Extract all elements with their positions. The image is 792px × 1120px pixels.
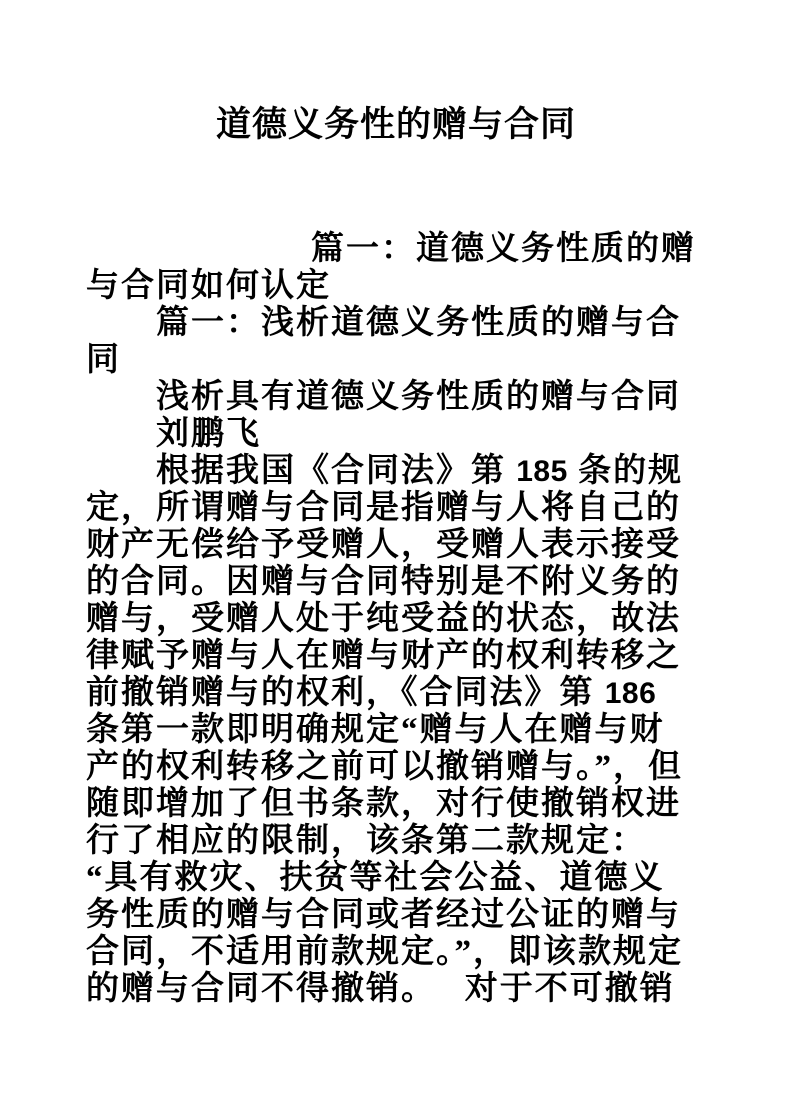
text-line: 与合同如何认定: [86, 268, 331, 304]
text-line: 篇一：道德义务性质的赠: [311, 231, 696, 267]
document-body: [86, 231, 726, 1008]
text-line: 根据我国《合同法》第 185 条的规: [156, 453, 684, 489]
document-title: 道德义务性的赠与合同: [215, 105, 576, 144]
text-line: “具有救灾、扶贫等社会公益、道德义: [86, 860, 665, 896]
statute-number: 186: [604, 677, 657, 710]
text-line: 条第一款即明确规定“赠与人在赠与财: [86, 712, 665, 748]
text-line: 刘鹏飞: [156, 416, 261, 452]
text-line: 产的权利转移之前可以撤销赠与。”，但: [86, 749, 683, 785]
text-line: 行了相应的限制，该条第二款规定：: [86, 823, 646, 859]
text-line: 律赋予赠与人在赠与财产的权利转移之: [86, 638, 681, 674]
text-line: 的合同。因赠与合同特别是不附义务的: [86, 564, 681, 600]
text-line: 定，所谓赠与合同是指赠与人将自己的: [86, 490, 681, 526]
text-line: 前撤销赠与的权利，《合同法》第 186: [86, 675, 657, 711]
text-line: 务性质的赠与合同或者经过公证的赠与: [86, 897, 681, 933]
statute-number: 185: [516, 455, 568, 488]
text-line: 浅析具有道德义务性质的赠与合同: [156, 379, 681, 415]
text-line: 同: [86, 342, 121, 378]
text-line: 财产无偿给予受赠人，受赠人表示接受: [86, 527, 681, 563]
text-line: 篇一：浅析道德义务性质的赠与合: [156, 305, 681, 341]
text-line: 的赠与合同不得撤销。 对于不可撤销: [86, 971, 675, 1007]
text-line: 随即增加了但书条款，对行使撤销权进: [86, 786, 681, 822]
text-line: 合同，不适用前款规定。”，即该款规定: [86, 934, 683, 970]
text-line: 赠与，受赠人处于纯受益的状态，故法: [86, 601, 681, 637]
